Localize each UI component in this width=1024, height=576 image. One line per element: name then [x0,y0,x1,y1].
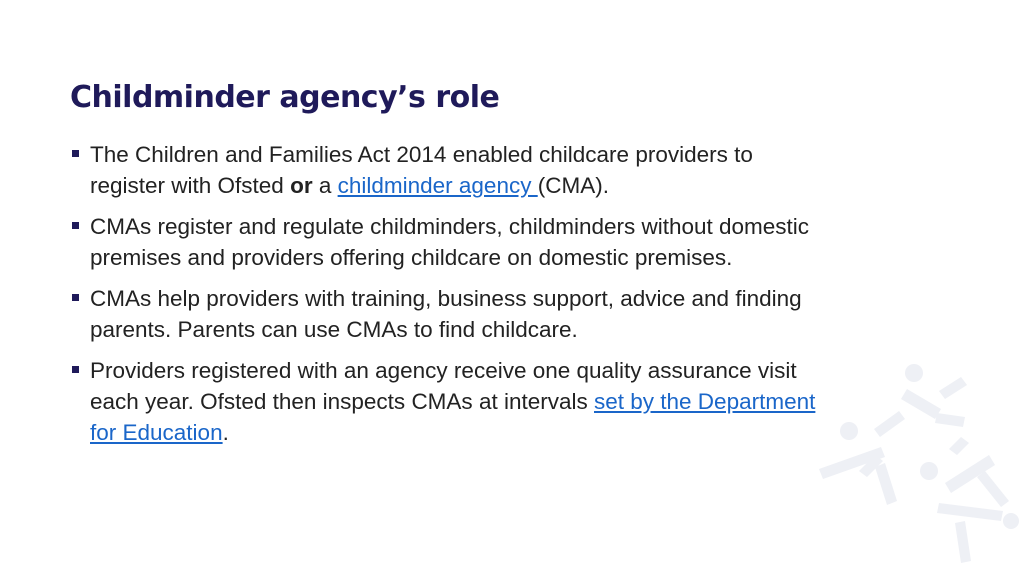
bullet-item-1 [70,139,830,201]
bullet-1-bold-or: or [290,173,313,198]
bullet-2-text: CMAs register and regulate childminders, childminders without domestic premises and providers offering childcare on domestic premises. [90,214,810,270]
childminder-agency-link[interactable]: childminder agency [337,173,538,198]
bullet-4-text-b: . [222,420,229,445]
bullet-4-text-a: Providers registered with an agency receive one quality assurance visit each year. Ofsted then inspects CMAs at intervals [90,358,797,414]
square-bullet-icon [72,366,79,373]
star-people-logo-watermark-icon [789,351,1024,576]
bullet-item-4 [70,355,830,448]
bullet-item-3 [70,283,830,345]
bullet-1-text-b: a [312,173,338,198]
bullet-1-text-c: (CMA). [537,173,609,198]
bullet-item-2 [70,211,830,273]
square-bullet-icon [72,222,79,229]
square-bullet-icon [72,150,79,157]
square-bullet-icon [72,294,79,301]
bullet-3-text: CMAs help providers with training, business support, advice and finding parents. Parents can use CMAs to find childcare. [90,286,802,342]
slide-title: Childminder agency’s role [70,80,500,115]
bullet-1-text-a: The Children and Families Act 2014 enabled childcare providers to register with Ofsted [90,142,753,198]
bullet-list [70,139,830,458]
department-for-education-link[interactable]: set by the Department for Education [90,389,816,445]
